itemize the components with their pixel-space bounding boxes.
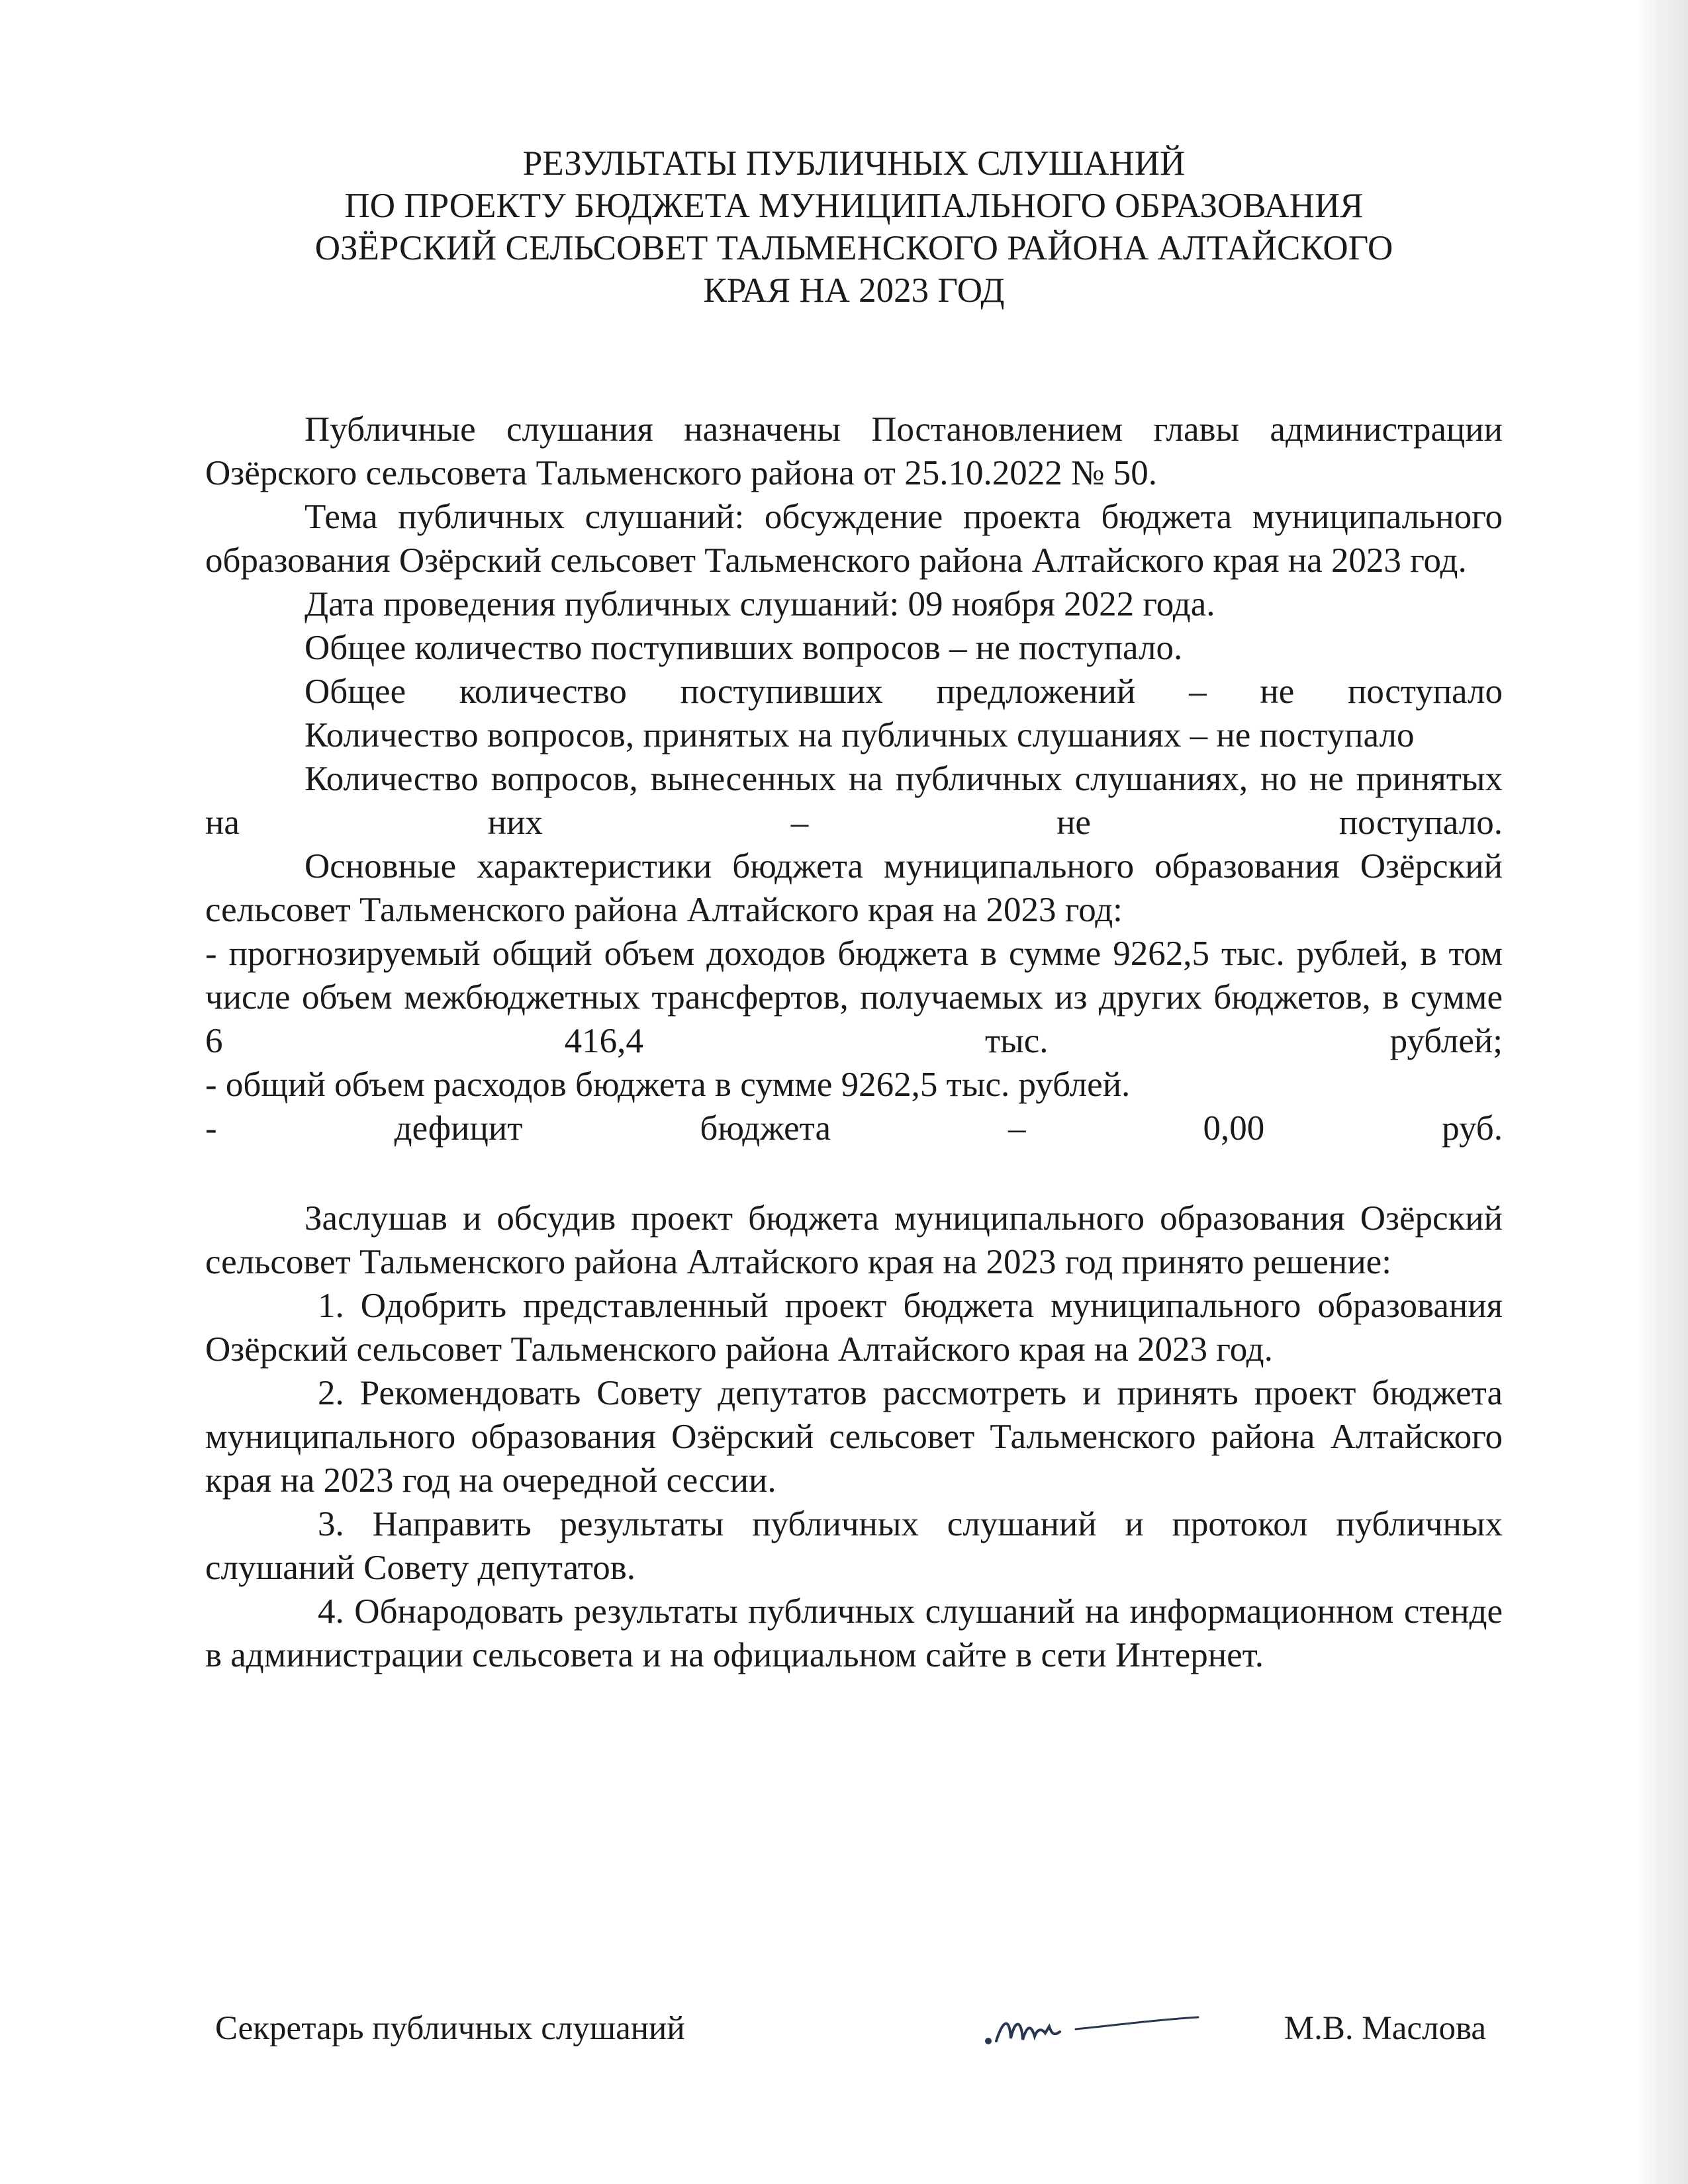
date-paragraph: Дата проведения публичных слушаний: 09 ноября 2022 года. (305, 585, 1215, 623)
questions-accepted-paragraph: Количество вопросов, принятых на публичных слушаниях – не поступало (305, 716, 1415, 754)
questions-total-paragraph: Общее количество поступивших вопросов – не поступало. (305, 629, 1183, 667)
expenses-paragraph: - общий объем расходов бюджета в сумме 9262,5 тыс. рублей. (205, 1066, 1131, 1104)
title-line: РЕЗУЛЬТАТЫ ПУБЛИЧНЫХ СЛУШАНИЙ (522, 144, 1186, 183)
scan-page-edge (1635, 0, 1688, 2184)
title-line: КРАЯ НА 2023 ГОД (703, 271, 1005, 310)
spacer (205, 1150, 1503, 1197)
document-title (205, 142, 1503, 312)
income-paragraph: - прогнозируемый общий объем доходов бюджета в сумме 9262,5 тыс. рублей, в том числе объем межбюджетных трансфертов, получаемых из других бюджетов, в сумме 6 416,4 тыс. рублей; (205, 934, 1503, 1060)
signature-row (215, 2005, 1486, 2058)
title-line: ПО ПРОЕКТУ БЮДЖЕТА МУНИЦИПАЛЬНОГО ОБРАЗОВАНИЯ (344, 187, 1364, 225)
decision-intro-paragraph: Заслушав и обсудив проект бюджета муниципального образования Озёрский сельсовет Тальменского района Алтайского края на 2023 год принято решение: (205, 1199, 1503, 1281)
handwritten-signature (983, 2000, 1201, 2060)
document (205, 142, 1503, 1677)
deficit-paragraph: - дефицит бюджета – 0,00 руб. (205, 1109, 1503, 1148)
decision-item: 3. Направить результаты публичных слушаний и протокол публичных слушаний Совету депутатов. (205, 1505, 1503, 1587)
characteristics-intro-paragraph: Основные характеристики бюджета муниципального образования Озёрский сельсовет Тальменского района Алтайского края на 2023 год: (205, 847, 1503, 929)
topic-paragraph: Тема публичных слушаний: обсуждение проекта бюджета муниципального образования Озёрский сельсовет Тальменского района Алтайского края на 2023 год. (205, 498, 1503, 580)
signature-label: Секретарь публичных слушаний (215, 2010, 685, 2047)
title-line: ОЗЁРСКИЙ СЕЛЬСОВЕТ ТАЛЬМЕНСКОГО РАЙОНА АЛТАЙСКОГО (314, 229, 1393, 267)
appointed-paragraph: Публичные слушания назначены Постановлением главы администрации Озёрского сельсовета Тальменского района от 25.10.2022 № 50. (205, 410, 1503, 492)
decision-item: 1. Одобрить представленный проект бюджета муниципального образования Озёрский сельсовет Тальменского района Алтайского края на 2023 год. (205, 1287, 1503, 1369)
signature-name: М.В. Маслова (1284, 2010, 1486, 2047)
decision-item: 4. Обнародовать результаты публичных слушаний на информационном стенде в администрации сельсовета и на официальном сайте в сети Интернет. (205, 1592, 1503, 1674)
decision-item: 2. Рекомендовать Совету депутатов рассмотреть и принять проект бюджета муниципального образования Озёрский сельсовет Тальменского района Алтайского края на 2023 год на очередной сессии. (205, 1374, 1503, 1500)
questions-not-accepted-paragraph: Количество вопросов, вынесенных на публичных слушаниях, но не принятых на них – не поступало. (205, 760, 1503, 842)
proposals-total-paragraph: Общее количество поступивших предложений – не поступало (305, 672, 1503, 711)
